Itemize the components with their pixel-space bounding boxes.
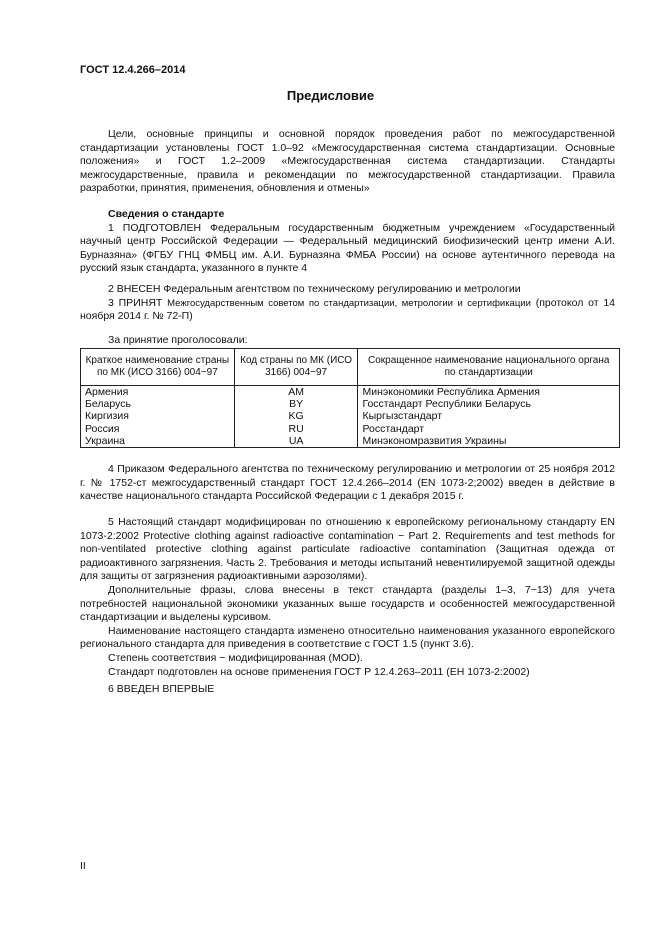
table-row — [81, 410, 620, 422]
document-code: ГОСТ 12.4.266–2014 — [80, 64, 186, 76]
vote-caption: За принятие проголосовали: — [108, 334, 248, 346]
cell-country: Армения — [81, 386, 235, 399]
page-number: II — [80, 860, 86, 872]
item-5-p4: Степень соответствия − модифицированная (MOD). — [108, 651, 363, 664]
item-6-block — [80, 683, 615, 697]
info-item-3-body: Межгосударственным советом по стандартизации, метрологии и сертификации — [167, 297, 531, 309]
cell-code: KG — [234, 410, 358, 422]
cell-org: Минэкономразвития Украины — [358, 435, 620, 448]
info-item-3-prefix: 3 ПРИНЯТ — [108, 296, 163, 309]
item-5-p5: Стандарт подготовлен на основе применения ГОСТ Р 12.4.263–2011 (ЕН 1073-2:2002) — [108, 665, 530, 678]
intro-text: Цели, основные принципы и основной порядок проведения работ по межгосударственной стандартизации установлены ГОСТ 1.0–92 «Межгосударственная система стандартизации. Основные положения» и ГОСТ 1.2–2009 «Межгосударственная система стандартизации. Стандарты межгосударственные, правила и рекомендации по межгосударственной стандартизации. Правила разработки, принятия, применения, обновления и отмены» — [80, 128, 615, 195]
vote-table — [80, 348, 620, 448]
cell-country: Россия — [81, 423, 235, 435]
table-row — [81, 386, 620, 399]
item-5-p1: 5 Настоящий стандарт модифицирован по отношению к европейскому региональному стандарту EN 1073-2:2002 Protective clothing against radioactive contamination − Part 2. Requirements and test methods for non-ventilated protective clothing against particulate radioactive contamination (Защитная одежда от радиоактивного загрязнения. Часть 2. Требования и методы испытаний невентилируемой защитной одежды для защиты от загрязнения радиоактивными аэрозолями). — [80, 516, 615, 583]
cell-org: Госстандарт Республики Беларусь — [358, 398, 620, 410]
cell-code: UA — [234, 435, 358, 448]
item-6: 6 ВВЕДЕН ВПЕРВЫЕ — [108, 683, 215, 695]
info-item-1: 1 ПОДГОТОВЛЕН Федеральным государственным бюджетным учреждением «Государственный научный центр Российской Федерации — Федеральный медицинский биофизический центр имени А.И. Бурназяна» (ФГБУ ГНЦ ФМБЦ им. А.И. Бурназяна ФМБА России) на основе аутентичного перевода на русский язык стандарта, указанного в пункте 4 — [80, 221, 615, 275]
table-row — [81, 423, 620, 435]
cell-country: Беларусь — [81, 398, 235, 410]
standard-info-heading: Сведения о стандарте — [108, 208, 225, 220]
item-5-block — [80, 516, 615, 679]
header-country: Краткое наименование страны по МК (ИСО 3166) 004−97 — [81, 349, 235, 386]
info-item-3 — [80, 297, 615, 324]
cell-org: Кыргызстандарт — [358, 410, 620, 422]
cell-code: BY — [234, 398, 358, 410]
cell-country: Украина — [81, 435, 235, 448]
info-items-2-3 — [80, 283, 615, 324]
item-5-p2: Дополнительные фразы, слова внесены в текст стандарта (разделы 1–3, 7−13) для учета потребностей национальной экономики указанных выше государств и особенностей межгосударственной стандартизации и выделены курсивом. — [80, 583, 615, 624]
cell-code: AM — [234, 386, 358, 399]
standard-info-section — [80, 208, 615, 276]
vote-caption-block — [80, 334, 615, 348]
item-4-block — [80, 463, 615, 504]
header-code: Код страны по МК (ИСО 3166) 004−97 — [234, 349, 358, 386]
info-item-2: 2 ВНЕСЕН Федеральным агентством по техническому регулированию и метрологии — [108, 283, 521, 295]
table-row — [81, 398, 620, 410]
intro-paragraph — [80, 128, 615, 196]
info-item-3-suffix: (протокол от 14 ноября 2014 г. № 72-П) — [80, 296, 616, 323]
cell-org: Росстандарт — [358, 423, 620, 435]
vote-table-header-row — [81, 349, 620, 386]
cell-code: RU — [234, 423, 358, 435]
cell-country: Киргизия — [81, 410, 235, 422]
cell-org: Минэкономики Республика Армения — [358, 386, 620, 399]
page-title: Предисловие — [286, 88, 375, 103]
header-org: Сокращенное наименование национального органа по стандартизации — [358, 349, 620, 386]
item-4: 4 Приказом Федерального агентства по техническому регулированию и метрологии от 25 ноября 2012 г. № 1752-ст межгосударственный стандарт ГОСТ 12.4.266–2014 (EN 1073-2;2002) введен в действие в качестве национального стандарта Российской Федерации с 1 декабря 2015 г. — [80, 463, 615, 503]
item-5-p3: Наименование настоящего стандарта изменено относительно наименования указанного европейского регионального стандарта для приведения в соответствие с ГОСТ 1.5 (пункт 3.6). — [80, 624, 615, 651]
table-row — [81, 435, 620, 448]
